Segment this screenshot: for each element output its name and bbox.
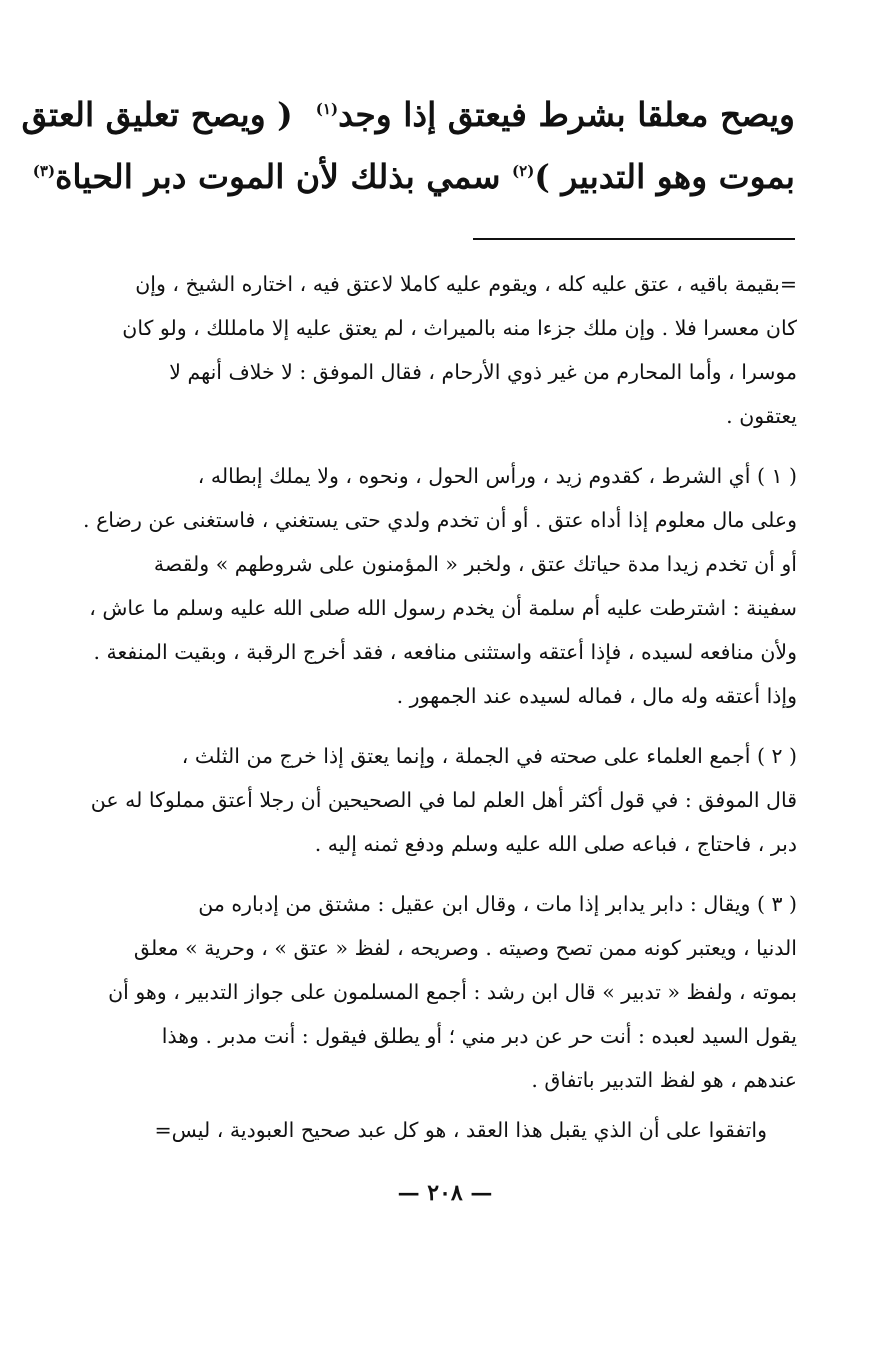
- footnote-line: ( ٣ ) ويقال : دابر يدابر إذا مات ، وقال ابن عقيل : مشتق من إدباره من: [198, 892, 797, 916]
- footnote-line: وعلى مال معلوم إذا أداه عتق . أو أن تخدم ولدي حتى يستغني ، فاستغنى عن رضاع .: [83, 508, 797, 532]
- footnote-2: [55, 734, 797, 866]
- footnote-line: ولأن منافعه لسيده ، فإذا أعتقه واستثنى منافعه ، فقد أخرج الرقبة ، وبقيت المنفعة .: [93, 640, 797, 664]
- footnote-marker-1: (١): [315, 100, 339, 118]
- main-line-2-text-b: سمي بذلك لأن الموت دبر الحياة: [55, 157, 501, 196]
- footnote-line: ( ٢ ) أجمع العلماء على صحته في الجملة ، وإنما يعتق إذا خرج من الثلث ،: [181, 744, 797, 768]
- footnote-line: سفينة : اشترطت عليه أم سلمة أن يخدم رسول الله صلى الله عليه وسلم ما عاش ،: [89, 596, 797, 620]
- main-line-1-text: ويصح معلقا بشرط فيعتق إذا وجد: [338, 95, 795, 134]
- footnote-continuation: [55, 262, 797, 438]
- footnote-line: قال الموفق : في قول أكثر أهل العلم لما في الصحيحين أن رجلا أعتق مملوكا له عن: [90, 788, 797, 812]
- footnote-line: يعتقون .: [726, 404, 797, 428]
- main-line-2-text: بموت وهو التدبير ): [534, 157, 795, 196]
- footnotes: [55, 262, 797, 1152]
- page-number: — ٢٠٨ —: [397, 1180, 493, 1206]
- footnote-line: دبر ، فاحتاج ، فباعه صلى الله عليه وسلم ودفع ثمنه إليه .: [314, 832, 797, 856]
- footnote-3: [55, 882, 797, 1102]
- footnote-marker-2: (٢): [512, 162, 535, 180]
- footnote-1: [55, 454, 797, 718]
- main-line-1-text-b: ( ويصح تعليق العتق: [21, 95, 293, 134]
- footnote-line: ( ١ ) أي الشرط ، كقدوم زيد ، ورأس الحول ، ونحوه ، ولا يملك إبطاله ،: [197, 464, 797, 488]
- footnote-line: عندهم ، هو لفظ التدبير باتفاق .: [531, 1068, 797, 1092]
- footnote-line: موسرا ، وأما المحارم من غير ذوي الأرحام ، فقال الموفق : لا خلاف أنهم لا: [169, 360, 797, 384]
- footnote-line: وإذا أعتقه وله مال ، فماله لسيده عند الجمهور .: [396, 684, 797, 708]
- footnote-separator: [473, 238, 795, 240]
- footnote-line: واتفقوا على أن الذي يقبل هذا العقد ، هو كل عبد صحيح العبودية ، ليس=: [154, 1118, 767, 1142]
- footnote-marker-3: (٣): [32, 162, 56, 180]
- footnote-line: بموته ، ولفظ « تدبير » قال ابن رشد : أجمع المسلمون على جواز التدبير ، وهو أن: [108, 980, 797, 1004]
- footnote-line: كان معسرا فلا . وإن ملك جزءا منه بالميراث ، لم يعتق عليه إلا مامللك ، ولو كان: [122, 316, 797, 340]
- main-line-1: [21, 84, 795, 146]
- footnote-line: أو أن تخدم زيدا مدة حياتك عتق ، ولخبر « المؤمنون على شروطهم » ولقصة: [153, 552, 797, 576]
- footnote-closing: [55, 1108, 797, 1152]
- footnote-line: =بقيمة باقيه ، عتق عليه كله ، ويقوم عليه كاملا لاعتق فيه ، اختاره الشيخ ، وإن: [135, 272, 797, 296]
- main-line-2: [32, 146, 795, 208]
- main-text: [21, 84, 795, 208]
- footnote-line: يقول السيد لعبده : أنت حر عن دبر مني ؛ أو يطلق فيقول : أنت مدبر . وهذا: [161, 1024, 797, 1048]
- footnote-line: الدنيا ، ويعتبر كونه ممن تصح وصيته . وصريحه ، لفظ « عتق » ، وحرية » معلق: [133, 936, 797, 960]
